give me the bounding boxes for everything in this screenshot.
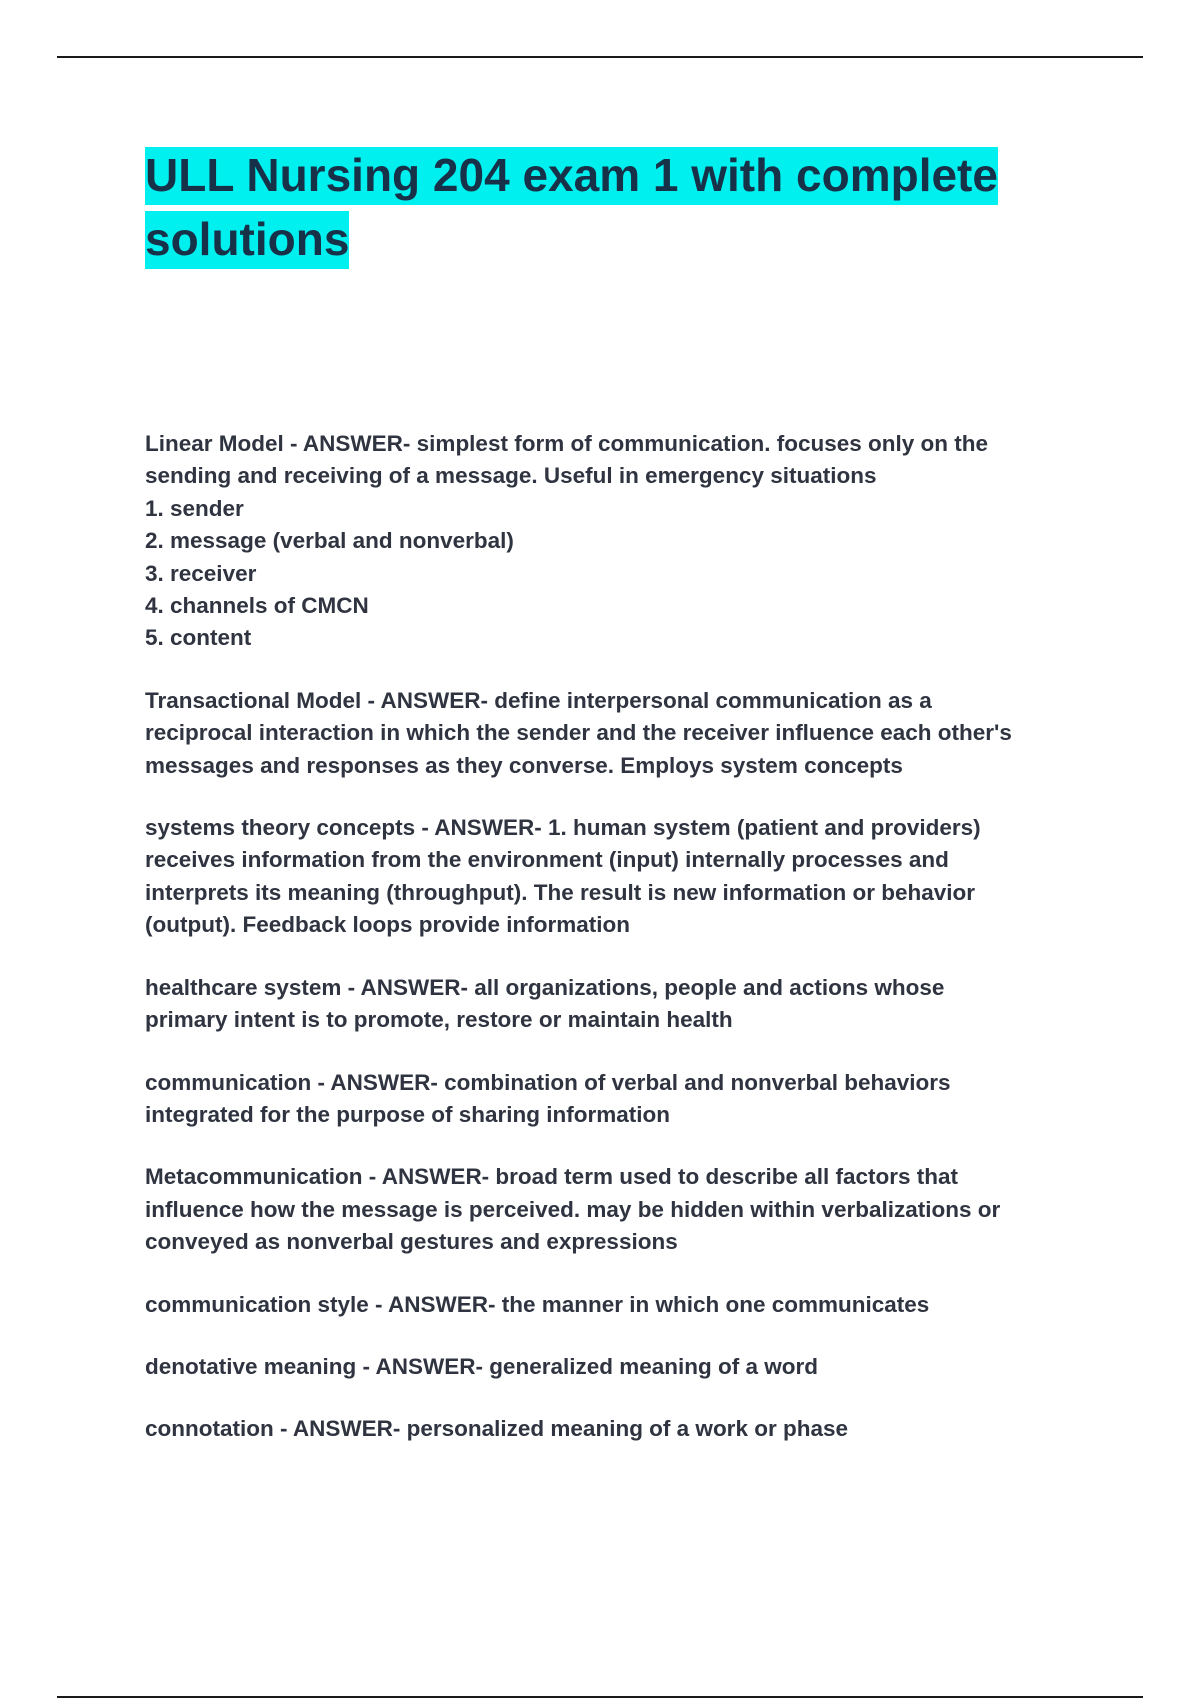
qa-entry (145, 812, 1105, 942)
qa-entry-line: 2. message (verbal and nonverbal) (145, 528, 514, 554)
qa-entry-line: sending and receiving of a message. Useful in emergency situations (145, 463, 877, 489)
qa-entry (145, 1351, 1105, 1383)
qa-entry (145, 972, 1105, 1037)
qa-entry (145, 1289, 1105, 1321)
qa-entry (145, 1067, 1105, 1132)
qa-entry-line: influence how the message is perceived. may be hidden within verbalizations or (145, 1196, 1001, 1222)
qa-entry-line: receives information from the environment (input) internally processes and (145, 847, 949, 873)
qa-entry (145, 1161, 1105, 1258)
qa-entry-line: 4. channels of CMCN (145, 593, 369, 619)
qa-entry-line: denotative meaning - ANSWER- generalized meaning of a word (145, 1353, 819, 1379)
qa-entry-line: Metacommunication - ANSWER- broad term used to describe all factors that (145, 1164, 959, 1190)
document-title (145, 143, 1085, 271)
qa-entry (145, 685, 1105, 782)
qa-entry-line: reciprocal interaction in which the sender and the receiver influence each other's (145, 720, 1012, 746)
qa-entry-line: communication - ANSWER- combination of verbal and nonverbal behaviors (145, 1069, 951, 1095)
top-rule (57, 56, 1143, 58)
qa-entry-line: primary intent is to promote, restore or maintain health (145, 1007, 733, 1033)
qa-entry-line: communication style - ANSWER- the manner in which one communicates (145, 1291, 930, 1317)
qa-entry-line: messages and responses as they converse. Employs system concepts (145, 752, 903, 778)
qa-entry (145, 1413, 1105, 1445)
bottom-rule (57, 1696, 1143, 1698)
qa-entry-line: connotation - ANSWER- personalized meaning of a work or phase (145, 1416, 848, 1442)
qa-entry-line: interprets its meaning (throughput). The result is new information or behavior (145, 879, 976, 905)
qa-entry-line: systems theory concepts - ANSWER- 1. human system (patient and providers) (145, 815, 981, 841)
qa-entry-line: (output). Feedback loops provide information (145, 912, 631, 938)
title-line-1: ULL Nursing 204 exam 1 with complete (145, 147, 998, 205)
qa-entry-line: healthcare system - ANSWER- all organizations, people and actions whose (145, 974, 945, 1000)
qa-entry-line: 3. receiver (145, 560, 257, 586)
qa-entry-line: Transactional Model - ANSWER- define interpersonal communication as a (145, 687, 932, 713)
qa-entry-line: Linear Model - ANSWER- simplest form of communication. focuses only on the (145, 431, 988, 456)
qa-entry (145, 428, 1105, 655)
qa-list (145, 428, 1105, 1476)
qa-entry-line: 5. content (145, 625, 252, 651)
qa-entry-line: integrated for the purpose of sharing information (145, 1101, 671, 1127)
qa-entry-line: 1. sender (145, 495, 244, 521)
qa-entry-line: conveyed as nonverbal gestures and expressions (145, 1229, 678, 1255)
title-line-2: solutions (145, 211, 349, 269)
